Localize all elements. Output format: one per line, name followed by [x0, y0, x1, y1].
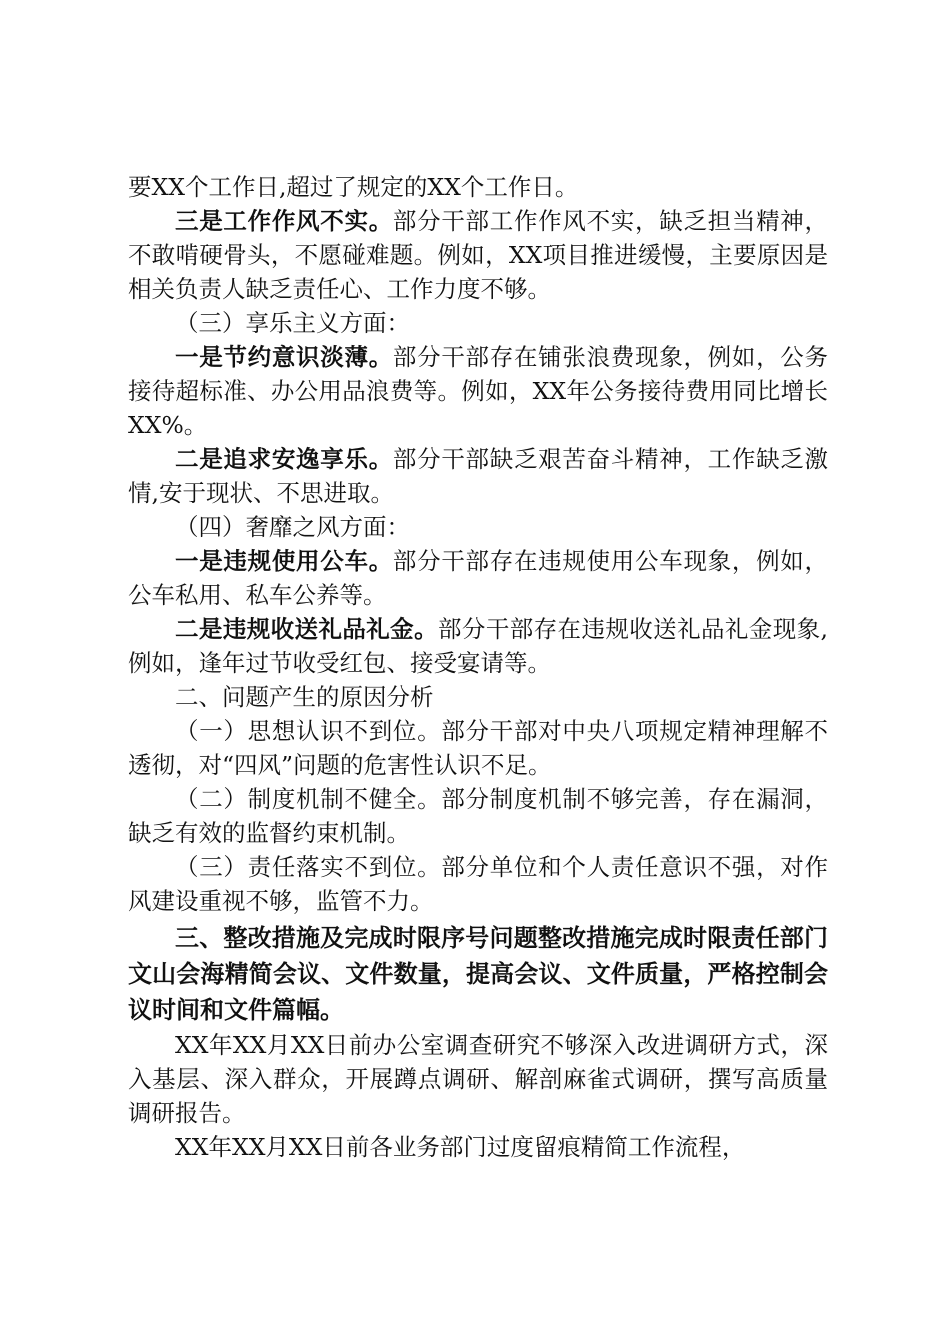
document-body: [128, 170, 828, 1164]
paragraph-work-style: [128, 204, 828, 306]
paragraph-measure-research: XX年XX月XX日前办公室调查研究不够深入改进调研方式，深入基层、深入群众，开展蹲点调研、解剖麻雀式调研，撰写高质量调研报告。: [128, 1031, 828, 1127]
paragraph-lead: 二是追求安逸享乐。: [175, 445, 393, 473]
paragraph-gifts: [128, 612, 828, 680]
paragraph-body: 部分干部工作作风不实，缺乏担当精神，不敢啃硬骨头，不愿碰难题。例如，XX项目推进缓慢，主要原因是相关负责人缺乏责任心、工作力度不够。: [128, 207, 829, 303]
paragraph-lead: 一是节约意识淡薄。: [175, 343, 393, 371]
paragraph-continuation: 要XX个工作日,超过了规定的XX个工作日。: [128, 173, 579, 201]
paragraph-frugality: [128, 340, 828, 442]
paragraph-body: 部分干部存在违规收送礼品礼金现象,例如，逢年过节收受红包、接受宴请等。: [128, 615, 828, 677]
paragraph-lead: 三是工作作风不实。: [175, 207, 393, 235]
paragraph-comfort: [128, 442, 828, 510]
section-heading-measures: 三、整改措施及完成时限序号问题整改措施完成时限责任部门文山会海精简会议、文件数量，提高会议、文件质量，严格控制会议时间和文件篇幅。: [128, 924, 828, 1024]
paragraph-official-cars: [128, 544, 828, 612]
section-heading-extravagance: （四）奢靡之风方面：: [175, 513, 410, 541]
paragraph-body: 部分干部存在违规使用公车现象，例如，公车私用、私车公养等。: [128, 547, 829, 609]
paragraph-body: 部分干部缺乏艰苦奋斗精神，工作缺乏激情,安于现状、不思进取。: [128, 445, 829, 507]
section-heading-causes: 二、问题产生的原因分析: [175, 683, 434, 711]
paragraph-cause-system: （二）制度机制不健全。部分制度机制不够完善，存在漏洞，缺乏有效的监督约束机制。: [128, 785, 828, 847]
paragraph-measure-workflow: XX年XX月XX日前各业务部门过度留痕精简工作流程，: [175, 1133, 746, 1161]
paragraph-lead: 一是违规使用公车。: [175, 547, 393, 575]
paragraph-cause-thinking: （一）思想认识不到位。部分干部对中央八项规定精神理解不透彻，对“四风”问题的危害性认识不足。: [128, 717, 828, 779]
paragraph-cause-responsibility: （三）责任落实不到位。部分单位和个人责任意识不强，对作风建设重视不够，监管不力。: [128, 853, 828, 915]
paragraph-lead: 二是违规收送礼品礼金。: [175, 615, 438, 643]
paragraph-body: 部分干部存在铺张浪费现象，例如，公务接待超标准、办公用品浪费等。例如，XX年公务接待费用同比增长XX%。: [128, 343, 829, 439]
section-heading-hedonism: （三）享乐主义方面：: [175, 309, 410, 337]
